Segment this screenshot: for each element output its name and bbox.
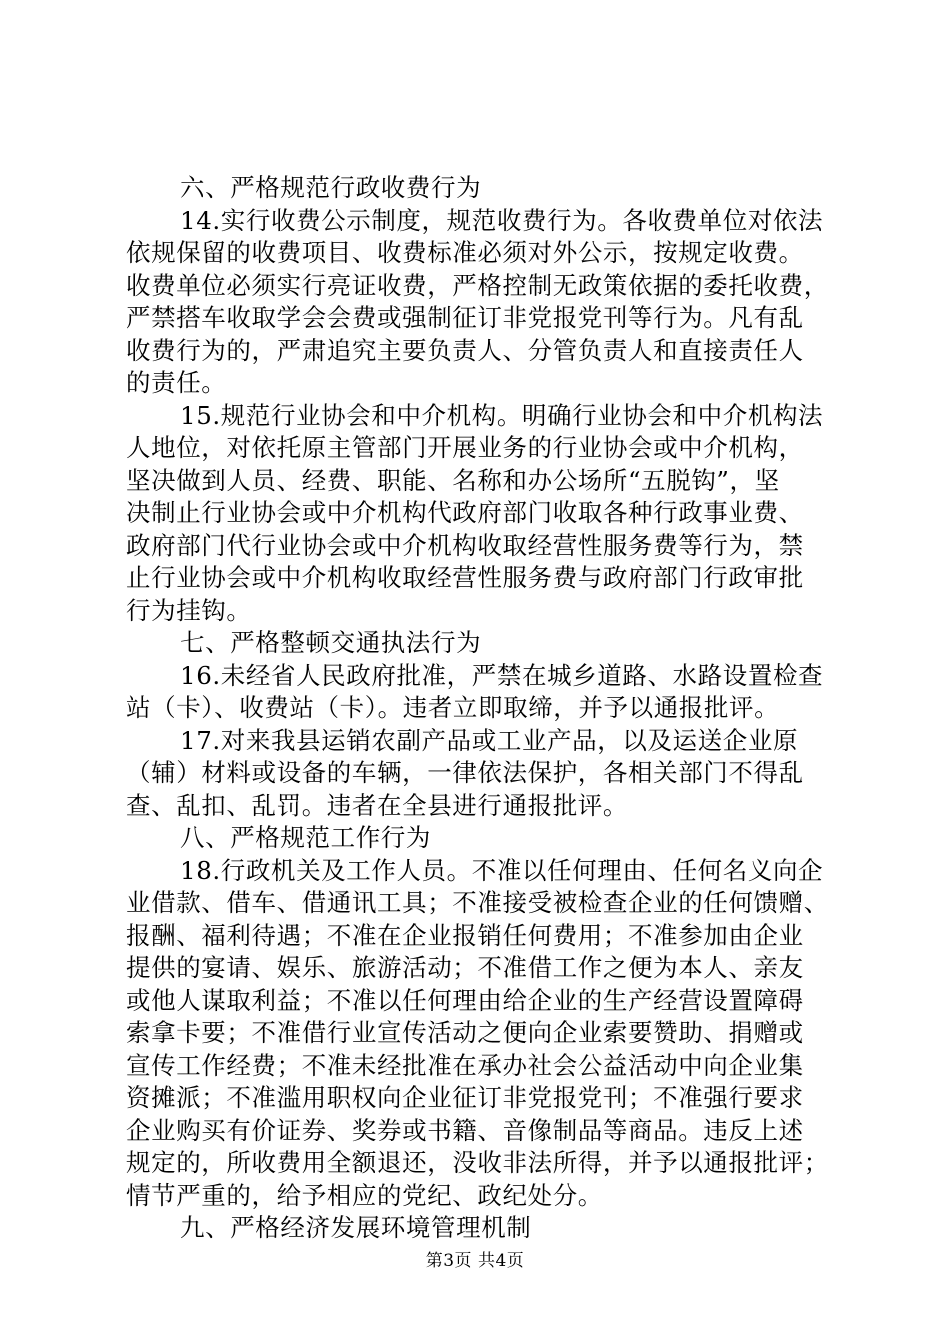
text-line: 提供的宴请、娱乐、旅游活动；不准借工作之便为本人、亲友: [126, 953, 804, 982]
text-line: 情节严重的，给予相应的党纪、政纪处分。: [126, 1180, 603, 1210]
text-line: 企业购买有价证券、奖券或书籍、音像制品等商品。违反上述: [126, 1115, 804, 1145]
text-line: 严禁搭车收取学会会费或强制征订非党报党刊等行为。凡有乱: [126, 303, 804, 332]
text-line: 规定的，所收费用全额退还，没收非法所得，并予以通报批评；: [126, 1148, 829, 1177]
text-line: 人地位，对依托原主管部门开展业务的行业协会或中介机构，: [126, 433, 804, 462]
text-line: 收费单位必须实行亮证收费，严格控制无政策依据的委托收费，: [126, 270, 829, 300]
text-line: 16.未经省人民政府批准，严禁在城乡道路、水路设置检查: [180, 660, 824, 690]
text-line: 或他人谋取利益；不准以任何理由给企业的生产经营设置障碍: [126, 985, 804, 1015]
text-line: （辅）材料或设备的车辆，一律依法保护，各相关部门不得乱: [126, 758, 804, 787]
document-body: [126, 172, 836, 1245]
text-line: 六、严格规范行政收费行为: [180, 173, 482, 202]
text-line: 报酬、福利待遇；不准在企业报销任何费用；不准参加由企业: [126, 920, 804, 950]
text-line: 18.行政机关及工作人员。不准以任何理由、任何名义向企: [180, 855, 824, 885]
text-line: 宣传工作经费；不准未经批准在承办社会公益活动中向企业集: [126, 1050, 804, 1080]
text-line: 行为挂钩。: [126, 595, 252, 625]
text-line: 14.实行收费公示制度，规范收费行为。各收费单位对依法: [180, 205, 824, 235]
text-line: 17.对来我县运销农副产品或工业产品，以及运送企业原: [180, 725, 799, 755]
page-footer: [0, 1246, 950, 1271]
text-line: 15.规范行业协会和中介机构。明确行业协会和中介机构法: [180, 400, 824, 430]
text-line: 政府部门代行业协会或中介机构收取经营性服务费等行为，禁: [126, 530, 804, 560]
text-line: 止行业协会或中介机构收取经营性服务费与政府部门行政审批: [126, 563, 804, 592]
text-line: 坚决做到人员、经费、职能、名称和办公场所“五脱钩”，坚: [126, 465, 780, 495]
text-line: 依规保留的收费项目、收费标准必须对外公示，按规定收费。: [126, 238, 804, 267]
text-line: 索拿卡要；不准借行业宣传活动之便向企业索要赞助、捐赠或: [126, 1018, 804, 1047]
text-line: 查、乱扣、乱罚。违者在全县进行通报批评。: [126, 790, 628, 820]
text-line: 七、严格整顿交通执法行为: [180, 628, 482, 657]
text-line: 站（卡）、收费站（卡）。违者立即取缔，并予以通报批评。: [126, 693, 780, 722]
text-line: 资摊派；不准滥用职权向企业征订非党报党刊；不准强行要求: [126, 1083, 804, 1112]
text-line: 九、严格经济发展环境管理机制: [180, 1213, 532, 1242]
page-number: 第3页 共4页: [425, 1251, 525, 1271]
text-line: 决制止行业协会或中介机构代政府部门收取各种行政事业费、: [126, 498, 804, 527]
text-line: 收费行为的，严肃追究主要负责人、分管负责人和直接责任人: [126, 335, 804, 365]
text-line: 的责任。: [126, 368, 227, 397]
text-line: 八、严格规范工作行为: [180, 823, 431, 852]
text-line: 业借款、借车、借通讯工具；不准接受被检查企业的任何馈赠、: [126, 888, 829, 917]
